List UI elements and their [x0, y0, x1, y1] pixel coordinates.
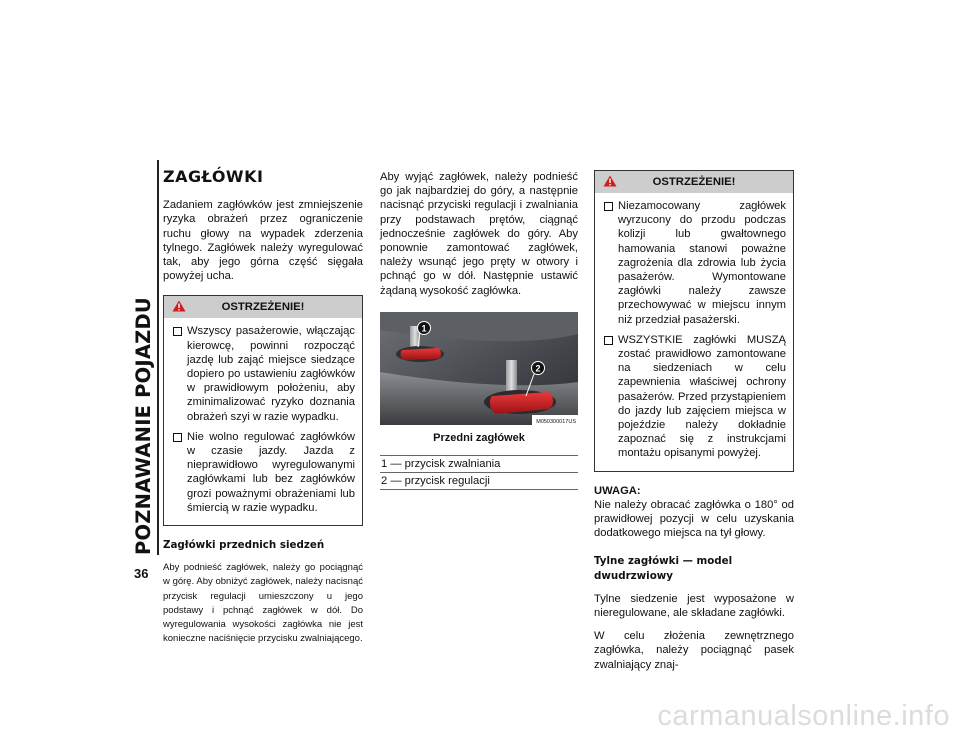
checkbox-bullet-icon [173, 433, 182, 442]
figure-legend [380, 455, 578, 490]
warning-item [602, 333, 786, 461]
checkbox-bullet-icon [604, 336, 613, 345]
note-label: UWAGA: [594, 484, 641, 497]
warning-box-1 [163, 295, 363, 526]
rear-paragraph-2: W celu złożenia zewnętrznego zagłówka, należy pociągnąć pasek zwalniający znaj- [594, 630, 794, 671]
callout-1: 1 [421, 323, 427, 334]
page-number: 36 [134, 566, 149, 581]
warning-item [171, 430, 355, 515]
warning-item-text: Wszyscy pasażerowie, włączając kierowcę, powinni rozpocząć jazdę lub zająć miejsce siedzące dopiero po ustawieniu zagłówków w prawidłowym położeniu, aby zminimalizować ryzyko doznania obrażeń szyi w razie wypadku. [187, 325, 355, 423]
column-3 [594, 170, 794, 672]
subheading-rear: Tylne zagłówki — model dwudrzwiowy [594, 555, 733, 582]
subheading-front: Zagłówki przednich siedzeń [163, 539, 325, 552]
warning-item-text: Nie wolno regulować zagłówków w czasie jazdy. Jazda z nieprawidłowo wyregulowanymi zagłówkami lub bez zagłówków grozi poważnymi obrażeniami lub śmiercią w razie wypadku. [187, 430, 355, 514]
warning-item-text: Niezamocowany zagłówek wyrzucony do przodu podczas kolizji lub gwałtownego hamowania stanowi poważne zagrożenia dla zdrowia lub życia pasażerów. Wymontowane zagłówki należy zawsze przechowywać w miejscu innym niż przedział pasażerski. [618, 200, 786, 326]
front-headrest-paragraph: Aby podnieść zagłówek, należy go pociągnąć w górę. Aby obniżyć zagłówek, należy nacisnąć przycisk regulacji umieszczony u jego podstawy i pchnąć zagłówek w dół. Do wyregulowania wysokości zagłówka nie jest konieczne naciśnięcie przycisku zwalniającego. [163, 562, 363, 645]
watermark: carmanualsonline.info [657, 700, 950, 732]
warning-box-2 [594, 170, 794, 472]
rear-paragraph-1: Tylne siedzenie jest wyposażone w nieregulowane, ale składane zagłówki. [594, 592, 794, 620]
figure-caption: Przedni zagłówek [433, 431, 525, 444]
checkbox-bullet-icon [173, 327, 182, 336]
legend-row: 1 — przycisk zwalniania [380, 456, 578, 473]
callout-2: 2 [535, 363, 541, 374]
column-2 [380, 170, 578, 490]
figure-code: M050300017US [536, 418, 576, 425]
warning-header [164, 296, 362, 318]
legend-row: 2 — przycisk regulacji [380, 473, 578, 490]
warning-title: OSTRZEŻENIE! [221, 301, 305, 314]
warning-header [595, 171, 793, 193]
warning-item [602, 199, 786, 327]
side-section-title-wrap [128, 160, 168, 555]
column-1 [163, 167, 363, 646]
warning-triangle-icon [172, 300, 186, 312]
warning-item [171, 324, 355, 423]
warning-title: OSTRZEŻENIE! [652, 176, 736, 188]
removal-paragraph: Aby wyjąć zagłówek, należy podnieść go jak najbardziej do góry, a następnie nacisnąć przyciski regulacji i zwalniania przy podstawach prętów, ciągnąć jednocześnie zagłówek do góry. Aby ponownie zamontować zagłówek, należy wsunąć jego pręty w otwory i pchnąć go w dół. Następnie ustawić żądaną wysokość zagłówka. [380, 171, 578, 297]
side-divider [157, 160, 159, 555]
side-section-title: POZNAWANIE POJAZDU [132, 297, 155, 555]
warning-item-text: WSZYSTKIE zagłówki MUSZĄ zostać prawidłowo zamontowane na siedzeniach w celu zapewnienia właściwej ochrony pasażerów. Przed przystąpieniem do jazdy lub zajęciem miejsca w pojeździe należy dokładnie zapoznać się z instrukcjami montażu opisanymi powyżej. [618, 333, 786, 460]
note-text: Nie należy obracać zagłówka o 180° od prawidłowej pozycji w celu uzyskania dodatkowego miejsca na tył głowy. [594, 498, 794, 540]
headrest-photo [380, 312, 578, 425]
intro-paragraph: Zadaniem zagłówków jest zmniejszenie ryzyka obrażeń przez ograniczenie ruchu głowy na wypadek zderzenia tylnego. Zagłówek należy wyregulować tak, aby jego górna część sięgała powyżej ucha. [163, 199, 363, 283]
section-heading: ZAGŁÓWKI [163, 167, 264, 186]
warning-triangle-icon [603, 175, 617, 187]
checkbox-bullet-icon [604, 202, 613, 211]
